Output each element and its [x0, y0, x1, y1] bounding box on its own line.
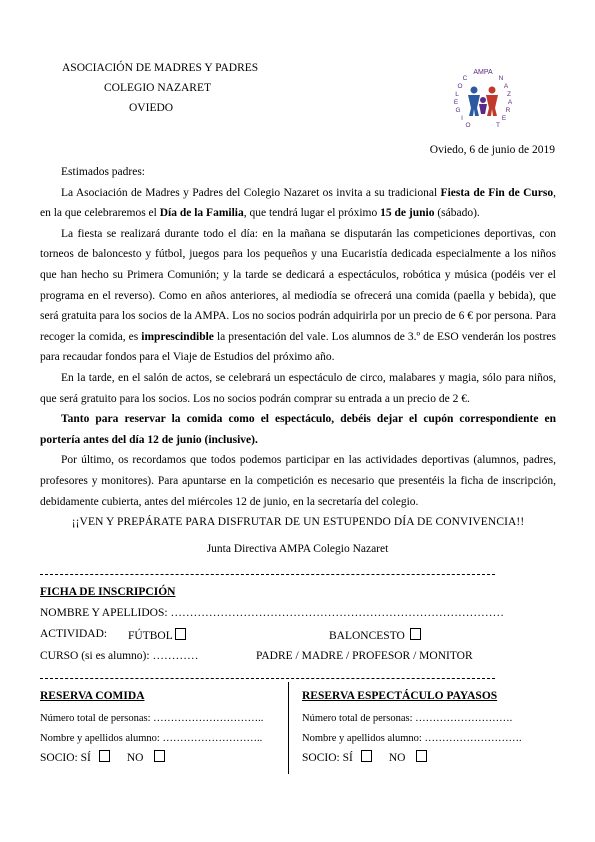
activity-label: ACTIVIDAD: — [40, 628, 108, 640]
logo-letter-left: E — [453, 99, 459, 106]
paragraph-deadline: Tanto para reservar la comida como el espectáculo, debéis dejar el cupón correspondiente en portería antes del día 12 de junio (inclusive). — [40, 413, 556, 446]
logo-letter-left: C — [462, 75, 468, 82]
letter-date: Oviedo, 6 de junio de 2019 — [429, 144, 555, 156]
comida-personas-field[interactable]: Número total de personas: ………………………….. — [40, 713, 264, 724]
logo-letter-left: L — [455, 91, 459, 98]
espectaculo-personas-field[interactable]: Número total de personas: ………………………. — [302, 713, 513, 724]
paragraph-show: En la tarde, en el salón de actos, se celebrará un espectáculo de circo, malabares y magia, sólo para niños, que será gratuito para los socios. Los no socios podrán comprar su entrada a un precio de 2 €. — [40, 371, 556, 405]
letter-body — [40, 162, 556, 533]
cut-line-2 — [40, 678, 495, 679]
signature: Junta Directiva AMPA Colegio Nazaret — [206, 543, 389, 555]
reserva-comida-title: RESERVA COMIDA — [40, 690, 145, 702]
coupon-divider — [288, 682, 289, 774]
baloncesto-checkbox[interactable] — [410, 628, 421, 640]
comida-no-label: NO — [126, 752, 144, 764]
logo-letter-left: O — [457, 83, 463, 90]
roles-options[interactable]: PADRE / MADRE / PROFESOR / MONITOR — [256, 650, 473, 662]
comida-socio-si-checkbox[interactable] — [99, 750, 110, 762]
paragraph-participation: Por último, os recordamos que todos podemos participar en las actividades deportivas (alumnos, padres, profesores y monitores). Para apuntarse en la competición es necesario que presentéis la ficha de inscripción, debidamente cubierta, antes del miércoles 12 de junio, en la secretaría del colegio. — [40, 454, 556, 508]
logo-letter-right: A — [507, 99, 513, 106]
association-name: ASOCIACIÓN DE MADRES Y PADRES — [62, 62, 259, 74]
ampa-logo — [446, 64, 520, 138]
logo-letter-left: O — [465, 122, 471, 129]
school-name: COLEGIO NAZARET — [104, 82, 211, 94]
baloncesto-label: BALONCESTO — [329, 630, 405, 642]
espectaculo-socio-row — [302, 750, 427, 764]
logo-letter-left: G — [455, 107, 461, 114]
espectaculo-socio-no-checkbox[interactable] — [416, 750, 427, 762]
reserva-espectaculo-title: RESERVA ESPECTÁCULO PAYASOS — [302, 690, 498, 702]
comida-socio-label: SOCIO: SÍ — [40, 752, 91, 764]
name-field[interactable]: NOMBRE Y APELLIDOS: …………………………………………………………………………… — [40, 607, 504, 619]
logo-letter-left: I — [461, 115, 463, 122]
logo-letter-right: R — [505, 107, 511, 114]
espectaculo-no-label: NO — [388, 752, 406, 764]
comida-socio-row — [40, 750, 165, 764]
logo-letter-right: N — [498, 75, 504, 82]
comida-socio-no-checkbox[interactable] — [154, 750, 165, 762]
city-name: OVIEDO — [129, 102, 174, 114]
closing-exclamation: ¡¡VEN Y PREPÁRATE PARA DISFRUTAR DE UN ESTUPENDO DÍA DE CONVIVENCIA!! — [71, 516, 525, 529]
baloncesto-option[interactable] — [329, 628, 421, 642]
futbol-label: FÚTBOL — [128, 630, 173, 642]
espectaculo-socio-si-checkbox[interactable] — [361, 750, 372, 762]
logo-letter-right: E — [501, 115, 507, 122]
greeting: Estimados padres: — [61, 166, 145, 178]
form-title: FICHA DE INSCRIPCIÓN — [40, 586, 176, 598]
comida-nombre-field[interactable]: Nombre y apellidos alumno: ……………………….. — [40, 733, 263, 744]
paragraph-invitation: La Asociación de Madres y Padres del Colegio Nazaret os invita a su tradicional Fiesta de Fin de Curso, en la que celebraremos el Día de la Familia, que tendrá lugar el próximo 15 de junio (sábado). — [40, 186, 556, 220]
futbol-option[interactable] — [128, 628, 186, 642]
curso-field[interactable]: CURSO (si es alumno): ………… — [40, 650, 199, 662]
paragraph-program: La fiesta se realizará durante todo el día: en la mañana se disputarán las competiciones deportivas, con torneos de baloncesto y fútbol, juegos para los pequeños y una Eucaristía dedicada especialmente a los niños que han hecho su Primera Comunión; y la tarde se dedicará a espectáculos, robótica y música (podéis ver el programa en el reverso). Como en años anteriores, al mediodía se ofrecerá una comida (paella y bebida), que será gratuita para los socios de la AMPA. Los no socios podrán adquirirla por un precio de 6 € por persona. Para recoger la comida, es imprescindible la presentación del vale. Los alumnos de 3.º de ESO venderán los postres para recaudar fondos para el Viaje de Estudios del próximo año. — [40, 227, 556, 364]
logo-letter-right: T — [496, 122, 500, 129]
espectaculo-nombre-field[interactable]: Nombre y apellidos alumno: ………………………. — [302, 733, 522, 744]
futbol-checkbox[interactable] — [175, 628, 186, 640]
cut-line — [40, 574, 495, 575]
logo-letter-right: Z — [507, 91, 511, 98]
logo-ampa-text: AMPA — [473, 69, 493, 76]
logo-letter-right: A — [503, 83, 509, 90]
espectaculo-socio-label: SOCIO: SÍ — [302, 752, 353, 764]
